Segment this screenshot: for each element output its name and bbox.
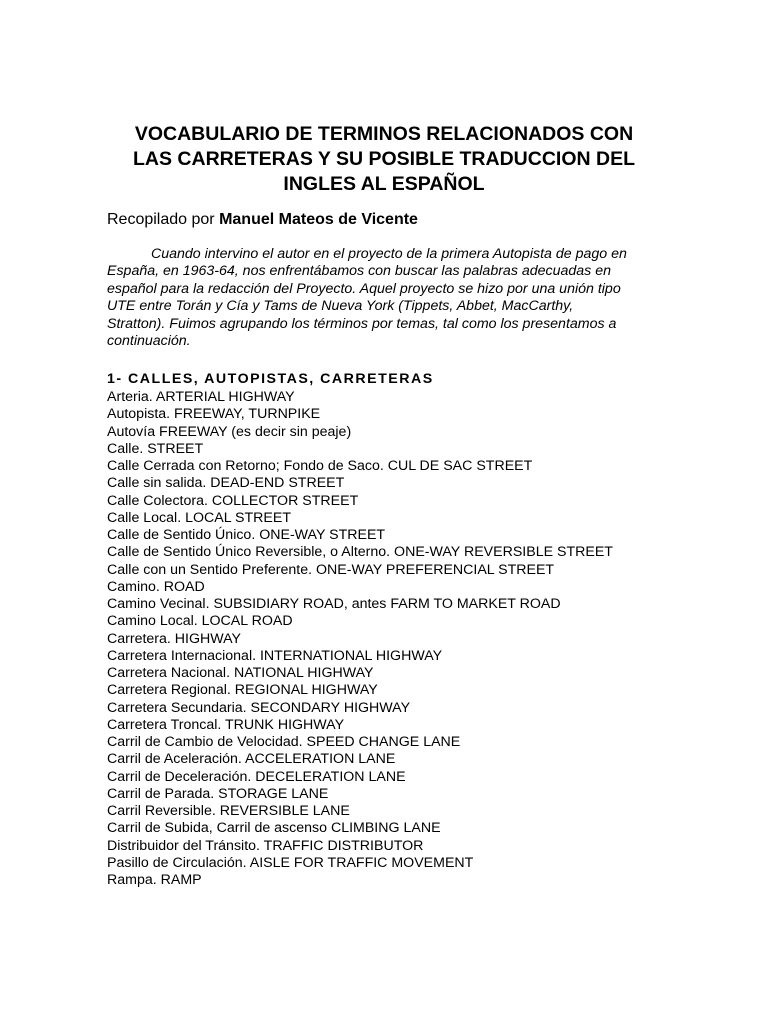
term-entry: Carretera Internacional. INTERNATIONAL HIGHWAY: [107, 647, 443, 664]
term-entry: Calle de Sentido Único. ONE-WAY STREET: [107, 527, 386, 543]
term-entry: Rampa. RAMP: [107, 872, 202, 888]
term-entry: Carril de Aceleración. ACCELERATION LANE: [107, 751, 396, 768]
term-entry: Calle Local. LOCAL STREET: [107, 509, 291, 526]
term-entry: Carril de Subida, Carril de ascenso CLIMBING LANE: [107, 820, 441, 837]
byline: [107, 209, 418, 231]
term-entry: Autopista. FREEWAY, TURNPIKE: [107, 406, 321, 423]
term-entry: Camino. ROAD: [107, 578, 205, 595]
intro-line: UTE entre Torán y Cía y Tams de Nueva York (Tippets, Abbet, MacCarthy,: [107, 298, 574, 315]
term-entry: Calle. STREET: [107, 440, 204, 457]
byline-prefix: Recopilado por: [107, 211, 215, 228]
term-entry: Carretera Regional. REGIONAL HIGHWAY: [107, 682, 378, 699]
term-entry: Carril de Parada. STORAGE LANE: [107, 785, 329, 802]
section-heading: 1- CALLES, AUTOPISTAS, CARRETERAS: [107, 371, 434, 387]
term-entry: Calle Colectora. COLLECTOR STREET: [107, 492, 359, 509]
intro-paragraph: [107, 246, 667, 350]
term-entry: Autovía FREEWAY (es decir sin peaje): [107, 423, 352, 440]
term-entry: Camino Vecinal. SUBSIDIARY ROAD, antes FARM TO MARKET ROAD: [107, 596, 561, 612]
term-entry: Carretera Secundaria. SECONDARY HIGHWAY: [107, 699, 411, 716]
term-entry: Carretera. HIGHWAY: [107, 630, 242, 647]
intro-line: español para la redacción del Proyecto. Aquel proyecto se hizo por una unión tipo: [107, 280, 621, 297]
term-entry: Calle con un Sentido Preferente. ONE-WAY PREFERENCIAL STREET: [107, 561, 555, 578]
term-entry: Distribuidor del Tránsito. TRAFFIC DISTRIBUTOR: [107, 837, 424, 854]
term-entry: Carril Reversible. REVERSIBLE LANE: [107, 803, 350, 819]
author-name: Manuel Mateos de Vicente: [219, 211, 418, 228]
term-entry: Carril de Deceleración. DECELERATION LANE: [107, 768, 406, 785]
term-entry: Calle de Sentido Único Reversible, o Alterno. ONE-WAY REVERSIBLE STREET: [107, 544, 613, 561]
document-title: [90, 122, 678, 197]
term-entry: Camino Local. LOCAL ROAD: [107, 613, 293, 630]
term-entry: Calle Cerrada con Retorno; Fondo de Saco. CUL DE SAC STREET: [107, 458, 533, 474]
term-entry: Arteria. ARTERIAL HIGHWAY: [107, 389, 295, 405]
title-line: LAS CARRETERAS Y SU POSIBLE TRADUCCION DEL: [133, 148, 635, 170]
term-entry: Carretera Troncal. TRUNK HIGHWAY: [107, 716, 345, 733]
intro-line: continuación.: [107, 333, 191, 350]
term-entry: Calle sin salida. DEAD-END STREET: [107, 475, 345, 492]
term-entry: Carril de Cambio de Velocidad. SPEED CHANGE LANE: [107, 734, 461, 750]
term-entry: Pasillo de Circulación. AISLE FOR TRAFFIC MOVEMENT: [107, 854, 474, 871]
intro-line: Stratton). Fuimos agrupando los términos por temas, tal como los presentamos a: [107, 315, 617, 332]
term-entry: Carretera Nacional. NATIONAL HIGHWAY: [107, 665, 374, 681]
intro-line: España, en 1963-64, nos enfrentábamos con buscar las palabras adecuadas en: [107, 263, 612, 280]
intro-line: Cuando intervino el autor en el proyecto de la primera Autopista de pago en: [151, 246, 627, 262]
title-line: VOCABULARIO DE TERMINOS RELACIONADOS CON: [134, 123, 634, 145]
title-line: INGLES AL ESPAÑOL: [283, 173, 485, 195]
term-list: [107, 389, 613, 889]
